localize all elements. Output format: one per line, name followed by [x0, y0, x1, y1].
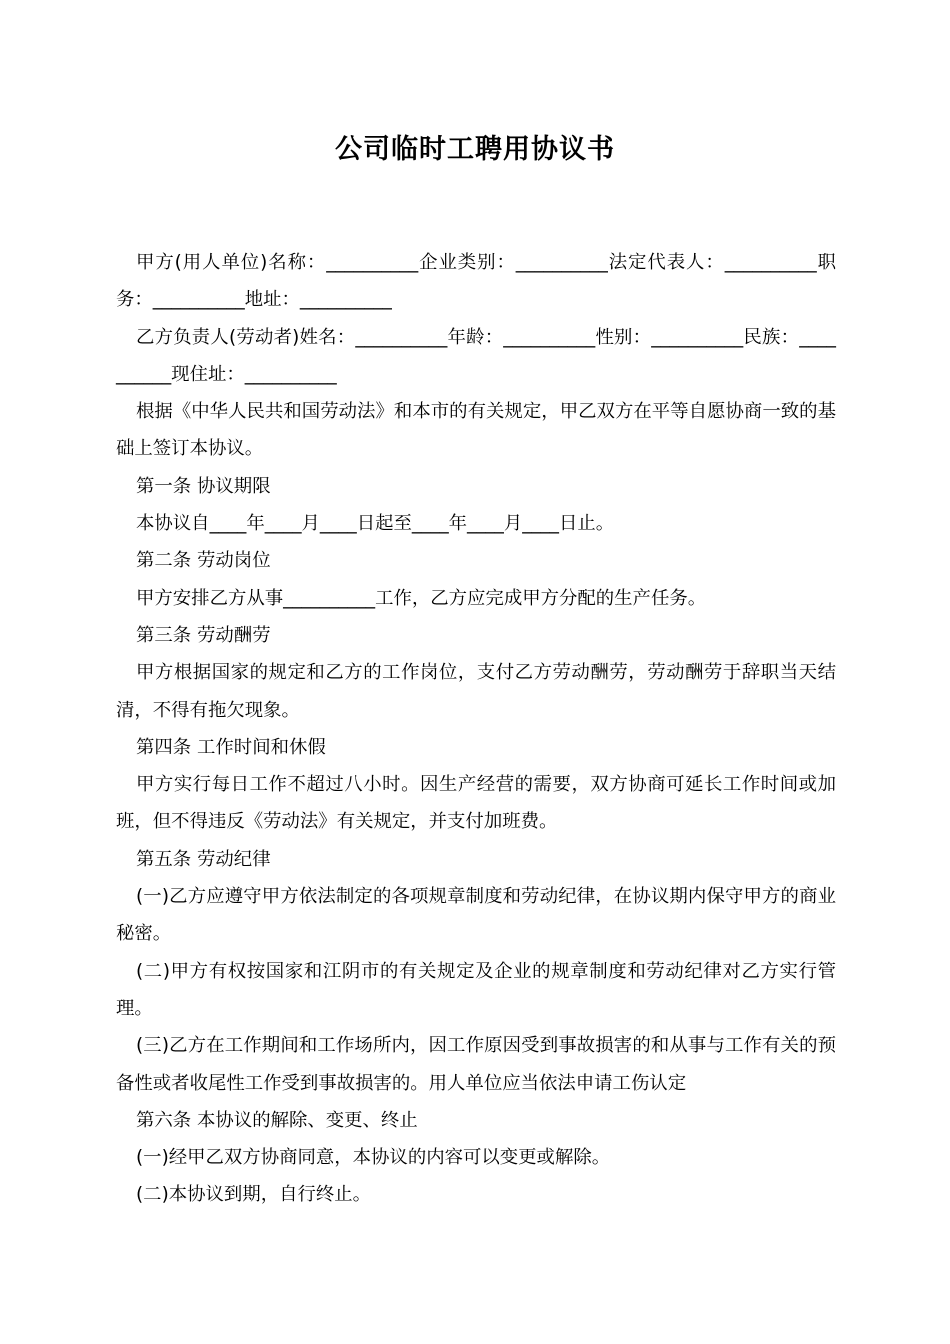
article-1-heading: 第一条 协议期限 — [136, 475, 271, 497]
preamble-paragraph: 根据《中华人民共和国劳动法》和本市的有关规定，甲乙双方在平等自愿协商一致的基础上签订本协议。 — [116, 401, 836, 460]
article-4-text: 甲方实行每日工作不超过八小时。因生产经营的需要，双方协商可延长工作时间或加班，但不得违反《劳动法》有关规定，并支付加班费。 — [116, 774, 836, 833]
party-b-info: 乙方负责人(劳动者)姓名：__________年龄：__________性别：__________民族：__________现住址：__________ — [116, 326, 836, 385]
article-5-clause-2: (二)甲方有权按国家和江阴市的有关规定及企业的规章制度和劳动纪律对乙方实行管理。 — [116, 960, 836, 1019]
article-5-clause-3: (三)乙方在工作期间和工作场所内，因工作原因受到事故损害的和从事与工作有关的预备性或者收尾性工作受到事故损害的。用人单位应当依法申请工伤认定 — [116, 1035, 836, 1094]
document-title: 公司临时工聘用协议书 — [335, 134, 615, 165]
article-2-heading: 第二条 劳动岗位 — [136, 550, 271, 572]
party-a-info: 甲方(用人单位)名称：__________企业类别：__________法定代表人：__________职务：__________地址：__________ — [116, 252, 836, 311]
article-3-heading: 第三条 劳动酬劳 — [136, 624, 271, 646]
article-5-heading: 第五条 劳动纪律 — [136, 848, 271, 870]
article-1-text: 本协议自____年____月____日起至____年____月____日止。 — [136, 513, 615, 535]
article-6-clause-1: (一)经甲乙双方协商同意，本协议的内容可以变更或解除。 — [136, 1147, 611, 1169]
article-5-clause-1: (一)乙方应遵守甲方依法制定的各项规章制度和劳动纪律，在协议期内保守甲方的商业秘密。 — [116, 886, 836, 945]
article-2-text: 甲方安排乙方从事__________工作，乙方应完成甲方分配的生产任务。 — [136, 587, 707, 609]
article-6-heading: 第六条 本协议的解除、变更、终止 — [136, 1109, 418, 1131]
document-body — [116, 244, 836, 1214]
article-6-clause-2: (二)本协议到期，自行终止。 — [136, 1184, 372, 1206]
article-4-heading: 第四条 工作时间和休假 — [136, 736, 326, 758]
article-3-text: 甲方根据国家的规定和乙方的工作岗位，支付乙方劳动酬劳，劳动酬劳于辞职当天结清，不得有拖欠现象。 — [116, 662, 836, 721]
